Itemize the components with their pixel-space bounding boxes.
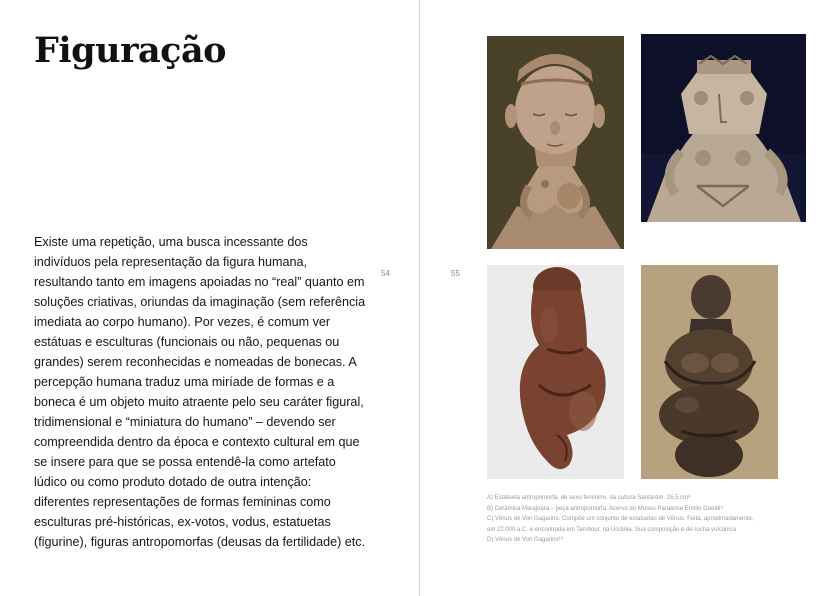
photo-a-santarem-figurine [487,36,624,249]
caption-c: C) Vênus de Von Gagarino. Compõe um conjunto de estatuetas de Vênus. Feita, aproximadamente, [487,516,754,522]
caption-a: A) Estatueta antropomorfa, de sexo feminino, da cultura Santarém. 25,5 cm⁸ [487,495,691,501]
page-number-left: 54 [381,269,390,278]
caption-c-continued: em 22.000 a.C. e encontrada em Tambour, na Ucrânia. Sua composição é de rocha vulcânica [487,526,737,533]
photo-d-venus-gagarino [641,265,778,479]
photo-b-marajoara-ceramic [641,34,806,222]
page-title: Figuração [34,30,227,71]
page-number-right: 55 [451,269,460,278]
figure-captions [487,493,817,546]
caption-b: B) Cerâmica Marajoara – peça antropomorfa. Acervo do Museu Paraense Emílio Goeldi⁹ [487,505,724,512]
caption-d: D) Vênus de Von Gagarino¹⁰ [487,537,564,543]
body-paragraph: Existe uma repetição, uma busca incessante dos indivíduos pela representação da figura humana, resultando tanto em imagens apoiadas no “real” quanto em soluções criativas, oriundas da imaginação (sem referência imediata ao corpo humano). Por vezes, é comum ver estátuas e esculturas (funcionais ou não, pequenas ou grandes) serem reconhecidas e nomeadas de bonecas. A percepção humana traduz uma miríade de formas e a boneca é um objeto muito atraente pelo seu caráter figural, tridimensional e “miniatura do humano” – devendo ser compreendida dentro da época e contexto cultural em que se insere para que se possa entendê-la como artefato lúdico ou como produto dotado de outra intenção: diferentes representações de formas femininas como esculturas pré-históricas, ex-votos, vodus, estatuetas (figurine), figuras antropomorfas (deusas da fertilidade) etc. [34,235,366,549]
photo-c-venus-gagarino [487,265,624,479]
page-gutter [419,0,420,596]
